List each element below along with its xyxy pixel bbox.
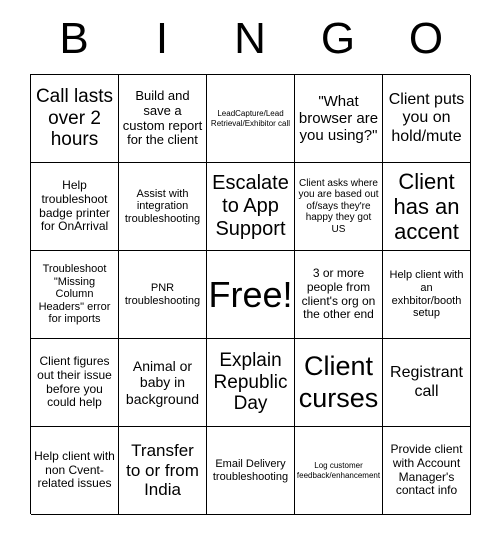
bingo-cell[interactable]: Client figures out their issue before you could help <box>31 339 119 427</box>
bingo-cell[interactable]: Help client with an exhbitor/booth setup <box>383 251 471 339</box>
bingo-cell[interactable]: Client puts you on hold/mute <box>383 75 471 163</box>
bingo-cell[interactable]: LeadCapture/Lead Retrieval/Exhibitor call <box>207 75 295 163</box>
bingo-cell[interactable]: Provide client with Account Manager's contact info <box>383 427 471 515</box>
bingo-board <box>30 74 470 514</box>
bingo-cell[interactable]: Build and save a custom report for the client <box>119 75 207 163</box>
bingo-cell[interactable]: Registrant call <box>383 339 471 427</box>
bingo-cell[interactable]: Email Delivery troubleshooting <box>207 427 295 515</box>
bingo-cell[interactable]: Help troubleshoot badge printer for OnArrival <box>31 163 119 251</box>
free-space-cell[interactable]: Free! <box>207 251 295 339</box>
bingo-cell[interactable]: 3 or more people from client's org on the other end <box>295 251 383 339</box>
bingo-cell[interactable]: Client has an accent <box>383 163 471 251</box>
bingo-cell[interactable]: Escalate to App Support <box>207 163 295 251</box>
header-letter-n: N <box>234 14 266 63</box>
header-letter-i: I <box>155 14 169 63</box>
bingo-cell[interactable]: Explain Republic Day <box>207 339 295 427</box>
bingo-header <box>30 0 470 72</box>
header-letter-o: O <box>408 14 444 63</box>
bingo-cell[interactable]: Animal or baby in background <box>119 339 207 427</box>
header-letter-b: B <box>59 14 89 63</box>
bingo-cell[interactable]: Client curses <box>295 339 383 427</box>
bingo-cell[interactable]: Troubleshoot "Missing Column Headers" error for imports <box>31 251 119 339</box>
bingo-cell[interactable]: Help client with non Cvent-related issues <box>31 427 119 515</box>
bingo-cell[interactable]: "What browser are you using?" <box>295 75 383 163</box>
bingo-cell[interactable]: Client asks where you are based out of/says they're happy they got US <box>295 163 383 251</box>
bingo-cell[interactable]: Log customer feedback/enhancement <box>295 427 383 515</box>
bingo-cell[interactable]: Call lasts over 2 hours <box>31 75 119 163</box>
bingo-cell[interactable]: Assist with integration troubleshooting <box>119 163 207 251</box>
bingo-cell[interactable]: Transfer to or from India <box>119 427 207 515</box>
bingo-cell[interactable]: PNR troubleshooting <box>119 251 207 339</box>
header-letter-g: G <box>320 14 356 63</box>
